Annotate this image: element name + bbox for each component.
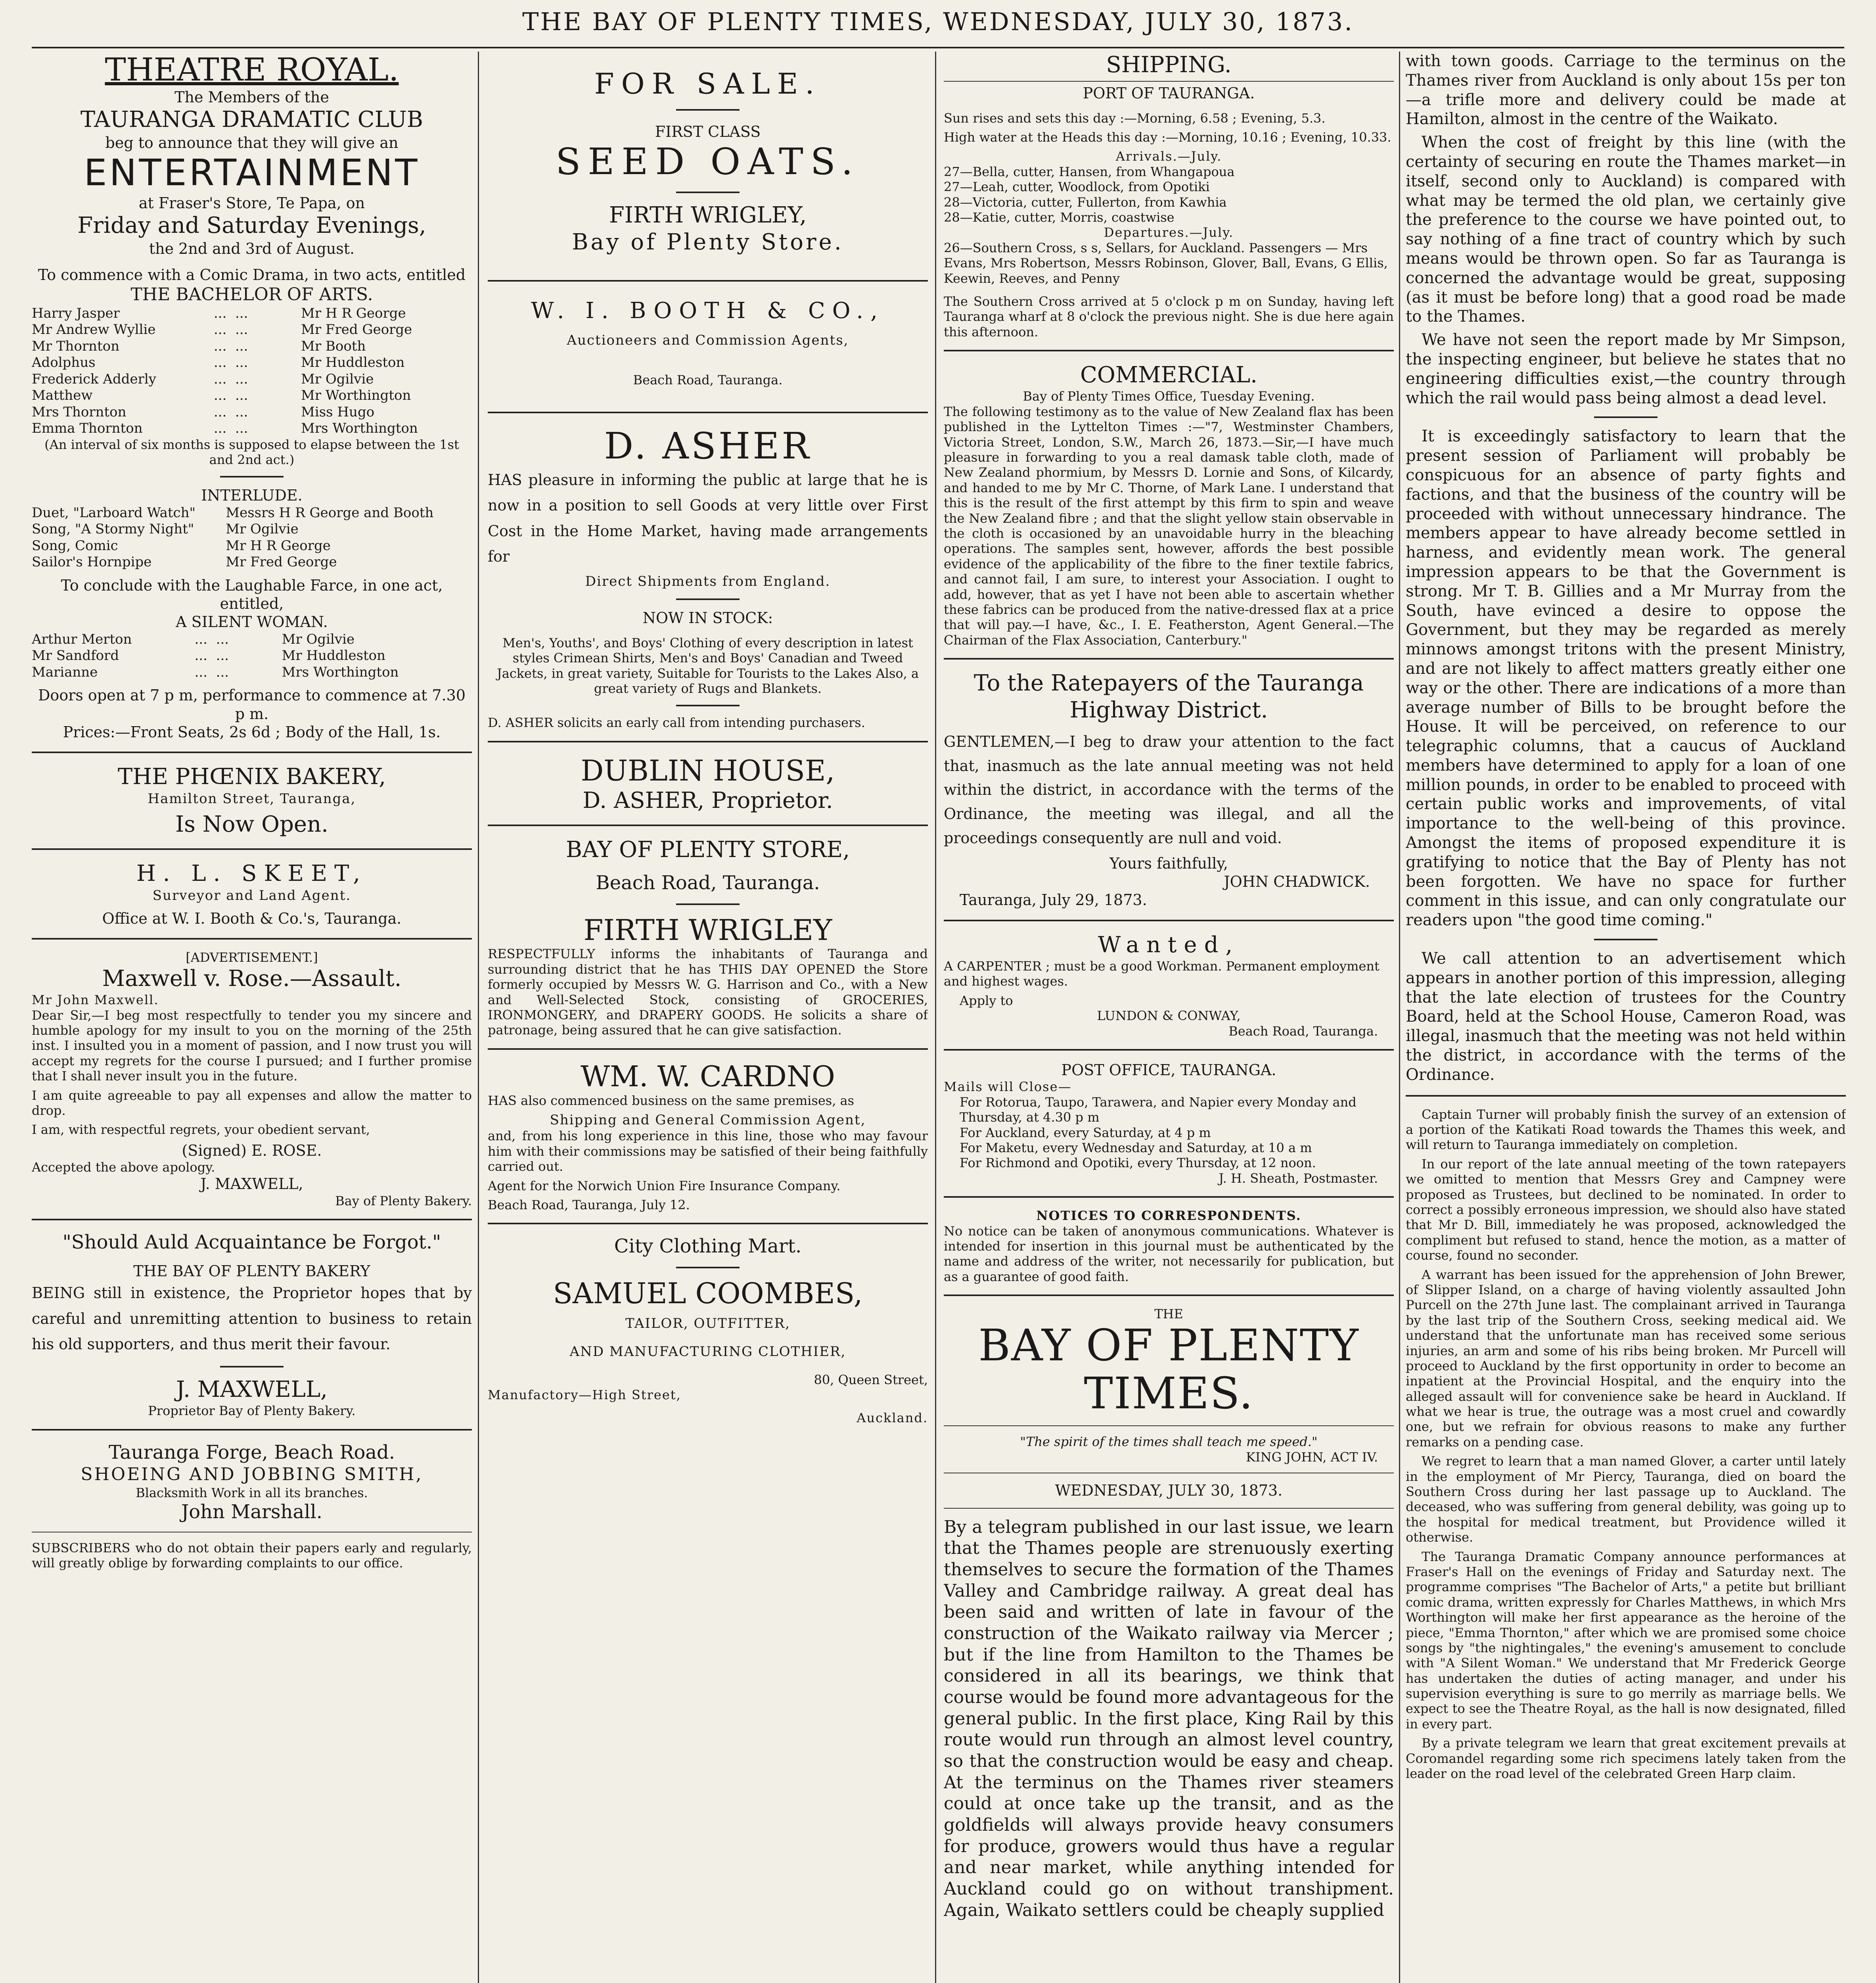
- editorial-body: By a telegram published in our last issue, we learn that the Thames people are strenuously exerting themselves to secure the formation of the Thames Valley and Cambridge railway. A great deal has been said and written of late in favour of the construction of the Waikato railway via Mercer ; but if the line from Hamilton to the Thames be considered in all its bearings, we think that course would be found more advantageous for the general public. In the first place, King Rail by this route would run through an almost level country, so that the construction would be easy and cheap. At the terminus on the Thames river steamers could at once take up the transit, and as the goldfields will always provide heavy consumers for produce, growers would thus have a regular and near market, while anything intended for Auckland could go on without transhipment. Again, Waikato settlers could be cheaply supplied: [944, 1517, 1394, 1920]
- section-rule: [944, 350, 1394, 351]
- paper-motto: "The spirit of the times shall teach me speed.": [1020, 1434, 1318, 1450]
- rule: [944, 1425, 1394, 1426]
- wanted-apply: Apply to: [960, 993, 1013, 1008]
- forge-work: Blacksmith Work in all its branches.: [136, 1485, 368, 1500]
- asher-instock: NOW IN STOCK:: [642, 609, 773, 627]
- auld-body: BEING still in existence, the Proprietor hopes that by careful and unremitting attention to business to retain his old supporters, and thus merit their favour.: [32, 1284, 472, 1353]
- news-item: In our report of the late annual meeting of the town ratepayers we omitted to mention that Messrs Grey and Campney were proposed as Trustees, but declined to be nominated. In order to correct a possibly erroneous impression, we should also have stated that Mr D. Bill, immediately he was proposed, acknowledged the compliment but refused to stand, hence the motion, as a matter of course, found no seconder.: [1406, 1156, 1846, 1263]
- bopstore-name: BAY OF PLENTY STORE,: [566, 836, 850, 863]
- city-clothing: City Clothing Mart.: [614, 1235, 802, 1258]
- divider: [676, 598, 740, 600]
- dublin-name: DUBLIN HOUSE,: [581, 754, 835, 787]
- maxwell-to: Mr John Maxwell.: [32, 992, 159, 1008]
- cast-row: Marianne ... ... Mrs Worthington: [32, 664, 399, 680]
- section-rule: [488, 1223, 928, 1224]
- editorial-p3: We have not seen the report made by Mr Simpson, the inspecting engineer, but believe he states that no engineering difficulties exist,—the country through which the rail would pass being almost a dead level.: [1406, 331, 1846, 407]
- column-divider: [1399, 52, 1400, 1983]
- wanted-apply-addr: Beach Road, Tauranga.: [1228, 1023, 1378, 1039]
- auld-role: Proprietor Bay of Plenty Bakery.: [148, 1403, 356, 1419]
- coombes-role: TAILOR, OUTFITTER,: [625, 1315, 790, 1331]
- bakery-open: Is Now Open.: [175, 811, 328, 837]
- cast-row: Mrs Thornton ... ... Miss Hugo: [32, 404, 375, 420]
- ratepayers-title: To the Ratepayers of the Tauranga Highway District.: [973, 670, 1364, 723]
- commercial-title: COMMERCIAL.: [1080, 362, 1257, 388]
- asher-stock: Men's, Youths', and Boys' Clothing of every description in latest styles Crimean Shirts, Men's and Boys' Canadian and Tweed Jackets, in great variety, Suitable for Tourists to the Lakes Also, a great variety of Rugs and Blankets.: [496, 635, 919, 696]
- coombes-addr: 80, Queen Street,: [814, 1372, 928, 1387]
- paper-dateline: WEDNESDAY, JULY 30, 1873.: [1055, 1482, 1283, 1500]
- cardno-agent: Agent for the Norwich Union Fire Insurance Company.: [488, 1178, 841, 1193]
- maxwell-acc-name: J. MAXWELL,: [200, 1175, 303, 1193]
- maxwell-accepted: Accepted the above apology.: [32, 1160, 215, 1175]
- interlude-row: Sailor's Hornpipe Mr Fred George: [32, 554, 337, 570]
- wanted-title: Wanted,: [1098, 932, 1240, 958]
- section-rule: [488, 1048, 928, 1050]
- southern-cross-note: The Southern Cross arrived at 5 o'clock p m on Sunday, having left Tauranga wharf at 8 o'clock the previous night. She is due here again this afternoon.: [944, 293, 1394, 339]
- wanted-body: A CARPENTER ; must be a good Workman. Permanent employment and highest wages.: [944, 959, 1380, 989]
- divider: [1594, 939, 1658, 940]
- skeet-name: H. L. SKEET,: [136, 861, 368, 887]
- cardno-date: Beach Road, Tauranga, July 12.: [488, 1197, 690, 1213]
- section-rule: [32, 1219, 472, 1220]
- section-rule: [488, 280, 928, 282]
- cardno-body: HAS also commenced business on the same premises, as: [488, 1093, 855, 1108]
- post-item: For Rotorua, Taupo, Tarawera, and Napier every Monday and Thursday, at 4.30 p m: [960, 1094, 1357, 1125]
- cast-row: Mr Sandford ... ... Mr Huddleston: [32, 648, 386, 664]
- farce-cast-table: [32, 631, 472, 681]
- divider: [676, 1267, 740, 1268]
- theatre-entertainment: ENTERTAINMENT: [84, 152, 420, 194]
- cast-row: Adolphus ... ... Mr Huddleston: [32, 355, 405, 371]
- paper-the: THE: [1154, 1306, 1183, 1322]
- news-item: Captain Turner will probably finish the survey of an extension of a portion of the Katikati Road towards the Thames this week, and will return to Tauranga immediately on completion.: [1406, 1107, 1846, 1153]
- section-rule: [944, 1196, 1394, 1198]
- news-item: A warrant has been issued for the apprehension of John Brewer, of Slipper Island, on a charge of having violently assaulted John Purcell on the 27th June last. The complainant arrived in Tauranga by the last trip of the Southern Cross, seeking medical aid. We understand that the unfortunate man has received some serious injuries, an arm and some of his ribs being broken. Mr Purcell will proceed to Auckland by the first opportunity in order to become an inpatient at the Provincial Hospital, and the enquiry into the alleged assault will for convenience sake be heard in Auckland. If what we hear is true, the outrage was a most cruel and cowardly one, but we refrain for obvious reasons to make any further remarks on a pending case.: [1406, 1267, 1846, 1450]
- shipping-title: SHIPPING.: [1106, 52, 1232, 78]
- cast-table: [32, 305, 472, 437]
- forsale-firstclass: FIRST CLASS: [655, 123, 761, 140]
- divider: [676, 903, 740, 905]
- ratepayers-name: JOHN CHADWICK.: [1224, 873, 1370, 891]
- rule: [944, 81, 1394, 82]
- dublin-prop: D. ASHER, Proprietor.: [583, 787, 833, 813]
- section-rule: [944, 920, 1394, 921]
- editorial-p4: It is exceedingly satisfactory to learn that the present session of Parliament will probably be conspicuous for an absence of party fights and factions, and that the business of the country will be proceeded with without unnecessary hindrance. The members appear to have already become settled in harness, and evidently mean work. The general impression appears to be that the Government is strong. Mr T. B. Gillies and a Mr Murray from the South, have evinced a desire to oppose the Government, but they may be regarded as merely minnows amongst tritons with the present Ministry, and are not likely to affect matters greatly either one way or the other. There are indications of a more than average number of Bills to be brought before the House. It will be perceived, on reference to our telegraphic columns, that a caucus of Auckland members have determined to apply for a loan of one million pounds, in order to be enabled to proceed with certain public works and improvements, of vital importance to the well-being of this province. Amongst the items of proposed expenditure it is gratifying to notice that the Bay of Plenty has not been forgotten. We have no space for further comment in this issue, and can only congratulate our readers upon "the good time coming.": [1406, 427, 1846, 930]
- post-office-title: POST OFFICE, TAURANGA.: [1061, 1061, 1276, 1079]
- theatre-play: THE BACHELOR OF ARTS.: [130, 284, 373, 305]
- coombes-role2: AND MANUFACTURING CLOTHIER,: [569, 1344, 846, 1360]
- ratepayers-yours: Yours faithfully,: [1110, 854, 1228, 872]
- section-rule: [488, 412, 928, 413]
- cast-row: Mr Thornton ... ... Mr Booth: [32, 338, 366, 354]
- theatre-venue: at Fraser's Store, Te Papa, on: [138, 194, 365, 212]
- column-divider: [935, 52, 936, 1983]
- section-rule: [32, 848, 472, 850]
- arrival-item: 28—Katie, cutter, Morris, coastwise: [944, 210, 1175, 225]
- interlude-table: [32, 505, 472, 571]
- notices-body: No notice can be taken of anonymous communications. Whatever is intended for insertion in this journal must be authenticated by the name and address of the writer, not necessarily for publication, but as a guarantee of good faith.: [944, 1223, 1394, 1284]
- section-rule: [32, 938, 472, 940]
- wrigley-name: FIRTH WRIGLEY: [583, 913, 832, 947]
- section-rule: [1406, 1095, 1846, 1097]
- interlude-row: Song, "A Stormy Night" Mr Ogilvie: [32, 521, 299, 537]
- maxwell-body3: I am, with respectful regrets, your obedient servant,: [32, 1122, 370, 1137]
- column-4: [1406, 52, 1846, 1983]
- section-rule: [32, 752, 472, 753]
- sun-times: Sun rises and sets this day :—Morning, 6.58 ; Evening, 5.3.: [944, 110, 1326, 126]
- auld-quote: "Should Auld Acquaintance be Forgot.": [62, 1231, 441, 1254]
- theatre-doors: Doors open at 7 p m, performance to commence at 7.30 p m.: [38, 687, 466, 723]
- post-mails: Mails will Close—: [944, 1079, 1072, 1095]
- forsale-title: FOR SALE.: [594, 67, 822, 100]
- theatre-days: Friday and Saturday Evenings,: [77, 213, 426, 239]
- post-item: For Maketu, every Wednesday and Saturday, at 10 a m: [960, 1140, 1312, 1155]
- interlude-row: Song, Comic Mr H R George: [32, 537, 331, 554]
- section-rule: [488, 741, 928, 742]
- masthead: THE BAY OF PLENTY TIMES, WEDNESDAY, JULY 30, 1873.: [522, 7, 1354, 36]
- maxwell-body2: I am quite agreeable to pay all expenses and allow the matter to drop.: [32, 1087, 472, 1118]
- theatre-announce: beg to announce that they will give an: [105, 134, 399, 152]
- cardno-role: Shipping and General Commission Agent,: [550, 1112, 866, 1128]
- booth-name: W. I. BOOTH & CO.,: [531, 297, 885, 324]
- asher-direct: Direct Shipments from England.: [585, 573, 831, 589]
- section-rule: [944, 1049, 1394, 1051]
- forge-smith: SHOEING AND JOBBING SMITH,: [80, 1464, 423, 1485]
- top-rule: [32, 47, 1844, 48]
- farce-title: A SILENT WOMAN.: [176, 613, 328, 631]
- arrival-item: 27—Bella, cutter, Hansen, from Whangapoua: [944, 164, 1235, 179]
- paper-title: BAY OF PLENTY TIMES.: [978, 1320, 1359, 1419]
- forge-name: John Marshall.: [181, 1501, 323, 1523]
- theatre-interval: (An interval of six months is supposed to elapse between the 1st and 2nd act.): [44, 437, 459, 468]
- booth-addr: Beach Road, Tauranga.: [633, 372, 783, 388]
- arrival-item: 27—Leah, cutter, Woodlock, from Opotiki: [944, 179, 1210, 195]
- arrival-item: 28—Victoria, cutter, Fullerton, from Kawhia: [944, 194, 1227, 210]
- cast-row: Harry Jasper ... ... Mr H R George: [32, 305, 406, 321]
- forge-title: Tauranga Forge, Beach Road.: [108, 1441, 395, 1463]
- bakery-street: Hamilton Street, Tauranga,: [148, 790, 356, 807]
- maxwell-title: Maxwell v. Rose.—Assault.: [102, 965, 402, 992]
- paper-motto-src: KING JOHN, ACT IV.: [1246, 1449, 1378, 1465]
- arrivals-title: Arrivals.—July.: [1115, 149, 1222, 164]
- bakery-title: THE PHŒNIX BAKERY,: [117, 764, 386, 790]
- column-1: [32, 52, 472, 1983]
- asher-solicit: D. ASHER solicits an early call from intending purchasers.: [488, 715, 865, 731]
- divider: [220, 1366, 284, 1367]
- cast-row: Mr Andrew Wyllie ... ... Mr Fred George: [32, 322, 412, 338]
- divider: [676, 705, 740, 706]
- column-2: [488, 52, 928, 1983]
- skeet-office: Office at W. I. Booth & Co.'s, Tauranga.: [102, 910, 402, 928]
- theatre-commence: To commence with a Comic Drama, in two acts, entitled: [38, 266, 466, 284]
- section-rule: [32, 1429, 472, 1431]
- interlude-row: Duet, "Larboard Watch" Messrs H R George and Booth: [32, 504, 434, 521]
- cardno-name: WM. W. CARDNO: [581, 1059, 835, 1093]
- notices-title: NOTICES TO CORRESPONDENTS.: [1036, 1208, 1301, 1224]
- postmaster: J. H. Sheath, Postmaster.: [1219, 1170, 1378, 1186]
- theatre-title: THEATRE ROYAL.: [105, 52, 399, 88]
- interlude-title: INTERLUDE.: [201, 487, 303, 504]
- editorial-p2: When the cost of freight by this line (with the certainty of securing en route the Thames market—in itself, second only to Auckland) is compared with what may be termed the old plan, we certainly give the preference to the course we have pointed out, to say nothing of a fine tract of country which by such means would be thrown open. So far as Tauranga is concerned the advantage would be great, supposing (as it must be before long) that a good road be made to the Thames.: [1406, 133, 1846, 326]
- port-title: PORT OF TAURANGA.: [1083, 84, 1255, 102]
- maxwell-body: Dear Sir,—I beg most respectfully to tender you my sincere and humble apology for my insult to you on the morning of the 25th inst. I insulted you in a moment of passion, and I now trust you will accept my regrets for the course I pursued; and I further promise that I shall never insult you in the future.: [32, 1007, 472, 1084]
- auld-name: J. MAXWELL,: [176, 1376, 328, 1402]
- coombes-factory: Manufactory—High Street,: [488, 1387, 681, 1403]
- coombes-name: SAMUEL COOMBES,: [553, 1276, 863, 1310]
- section-rule: [944, 1295, 1394, 1296]
- column-divider: [478, 52, 479, 1983]
- cast-row: Emma Thornton ... ... Mrs Worthington: [32, 420, 418, 437]
- theatre-dates: the 2nd and 3rd of August.: [149, 240, 355, 257]
- column-3: [944, 52, 1394, 1983]
- wrigley-body: RESPECTFULLY informs the inhabitants of Tauranga and surrounding district that he has THIS DAY OPENED the Store formerly occupied by Messrs W. G. Harrison and Co., with a New and Well-Selected Stock, consisting of GROCERIES, IRONMONGERY, and DRAPERY GOODS. He solicits a share of patronage, being assured that he can give satisfaction.: [488, 946, 928, 1038]
- wanted-apply-name: LUNDON & CONWAY,: [1097, 1008, 1241, 1024]
- auld-bakery: THE BAY OF PLENTY BAKERY: [133, 1262, 370, 1280]
- news-item: The Tauranga Dramatic Company announce performances at Fraser's Hall on the evenings of Friday and Saturday next. The programme comprises "The Bachelor of Arts," a petite but brilliant comic drama, written expressly for Charles Matthews, in which Mrs Worthington will make her first appearance as the heroine of the piece, "Emma Thornton," after which we are promised some choice songs by "the nightingales," the evening's amusement to conclude with "A Silent Woman." We understand that Mr Frederick George has undertaken the duties of acting manager, and under his supervision everything is sure to go merrily as marriage bells. We expect to see the Theatre Royal, as the hall is now designated, filled in every part.: [1406, 1549, 1846, 1732]
- maxwell-tag: [ADVERTISEMENT.]: [186, 950, 318, 965]
- cardno-body2: and, from his long experience in this line, those who may favour him with their commissions may be satisfied of their being faithfully carried out.: [488, 1128, 928, 1174]
- ratepayers-date: Tauranga, July 29, 1873.: [960, 891, 1147, 909]
- farce-intro: To conclude with the Laughable Farce, in one act, entitled,: [61, 576, 443, 613]
- theatre-club: TAURANGA DRAMATIC CLUB: [80, 107, 423, 133]
- coombes-city: Auckland.: [857, 1410, 928, 1426]
- post-item: For Richmond and Opotiki, every Thursday, at 12 noon.: [960, 1155, 1316, 1171]
- departure-item: 26—Southern Cross, s s, Sellars, for Auckland. Passengers — Mrs Evans, Mrs Robertson, Messrs Robinson, Glover, Ball, Evans, G Ellis, Keewin, Reeves, and Penny: [944, 240, 1388, 286]
- commercial-body: The following testimony as to the value of New Zealand flax has been published in the Lyttelton Times :—"7, Westminster Chambers, Victoria Street, London, S.W., March 26, 1873.—Sir,—I have much pleasure in forwarding to you a real damask table cloth, made of New Zealand phormium, by Messrs D. Lornie and Sons, of Kilcardy, and handed to me by Mr C. Thorne, of Mark Lane. I understand that this is the result of the first attempt by this firm to spin and weave the New Zealand fibre ; and that the slight yellow stain observable in the cloth is occasioned by an unavoidable hurry in the bleaching operations. The samples sent, however, affords the best possible evidence of the applicability of the fibre to the finer textile fabrics, and cannot fail, I am sure, to interest your Association. I ought to add, however, that as yet I have not been able to ascertain whether these fabrics can be produced from the native-dressed flax at a price that will pay.—I have, &c., I. E. Featherston, Agent General.—The Chairman of the Flax Association, Canterbury.": [944, 404, 1394, 648]
- theatre-intro: The Members of the: [174, 88, 329, 106]
- divider: [220, 476, 284, 478]
- maxwell-acc-place: Bay of Plenty Bakery.: [335, 1193, 472, 1208]
- divider: [676, 192, 740, 193]
- news-item: We regret to learn that a man named Glover, a carter until lately in the employment of Mr Piercy, Tauranga, died on board the Southern Cross during her last passage up to Auckland. The deceased, who was suffering from general debility, was going up to the hospital for medical treatment, but Providence willed it otherwise.: [1406, 1454, 1846, 1545]
- section-rule: [488, 825, 928, 826]
- booth-role: Auctioneers and Commission Agents,: [567, 332, 849, 348]
- post-item: For Auckland, every Saturday, at 4 p m: [960, 1125, 1211, 1140]
- asher-name: D. ASHER: [604, 424, 812, 467]
- section-rule: [944, 658, 1394, 660]
- water-times: High water at the Heads this day :—Morning, 10.16 ; Evening, 10.33.: [944, 130, 1391, 145]
- news-item: By a private telegram we learn that great excitement prevails at Coromandel regarding some rich specimens lately taken from the leader on the road level of the celebrated Green Harp claim.: [1406, 1736, 1846, 1782]
- forsale-store: Bay of Plenty Store.: [572, 229, 844, 255]
- bopstore-addr: Beach Road, Tauranga.: [596, 872, 820, 894]
- editorial-p5: We call attention to an advertisement which appears in another portion of this impression, alleging that the late election of trustees for the Country Board, held at the School House, Cameron Road, was illegal, inasmuch that the meeting was not held within the district, in accordance with the terms of the Ordinance.: [1406, 949, 1846, 1084]
- skeet-role: Surveyor and Land Agent.: [152, 887, 351, 903]
- cast-row: Frederick Adderly ... ... Mr Ogilvie: [32, 371, 374, 387]
- maxwell-signed: (Signed) E. ROSE.: [182, 1141, 322, 1159]
- divider: [676, 109, 740, 111]
- departures-title: Departures.—July.: [1104, 225, 1234, 240]
- divider: [1594, 416, 1658, 418]
- ratepayers-body: GENTLEMEN,—I beg to draw your attention to the fact that, inasmuch as the late annual meeting was not held within the district, in accordance with the terms of the Ordinance, the meeting was illegal, and all the proceedings consequently are null and void.: [944, 733, 1394, 847]
- cast-row: Matthew ... ... Mr Worthington: [32, 387, 411, 404]
- theatre-prices: Prices:—Front Seats, 2s 6d ; Body of the Hall, 1s.: [63, 723, 441, 741]
- rule: [944, 1508, 1394, 1509]
- commercial-office: Bay of Plenty Times Office, Tuesday Evening.: [1023, 389, 1315, 404]
- subscribers-notice: SUBSCRIBERS who do not obtain their papers early and regularly, will greatly oblige by forwarding complaints to our office.: [32, 1540, 472, 1571]
- forsale-wrigley: FIRTH WRIGLEY,: [609, 202, 807, 228]
- forsale-oats: SEED OATS.: [556, 140, 860, 183]
- cast-row: Arthur Merton ... ... Mr Ogilvie: [32, 631, 355, 647]
- editorial-cont: with town goods. Carriage to the terminus on the Thames river from Auckland is only about 15s per ton—a trifle more and delivery could be made at Hamilton, almost in the centre of the Waikato.: [1406, 52, 1846, 128]
- asher-body: HAS pleasure in informing the public at large that he is now in a position to sell Goods at very little over First Cost in the Home Market, having made arrangements for: [488, 471, 928, 566]
